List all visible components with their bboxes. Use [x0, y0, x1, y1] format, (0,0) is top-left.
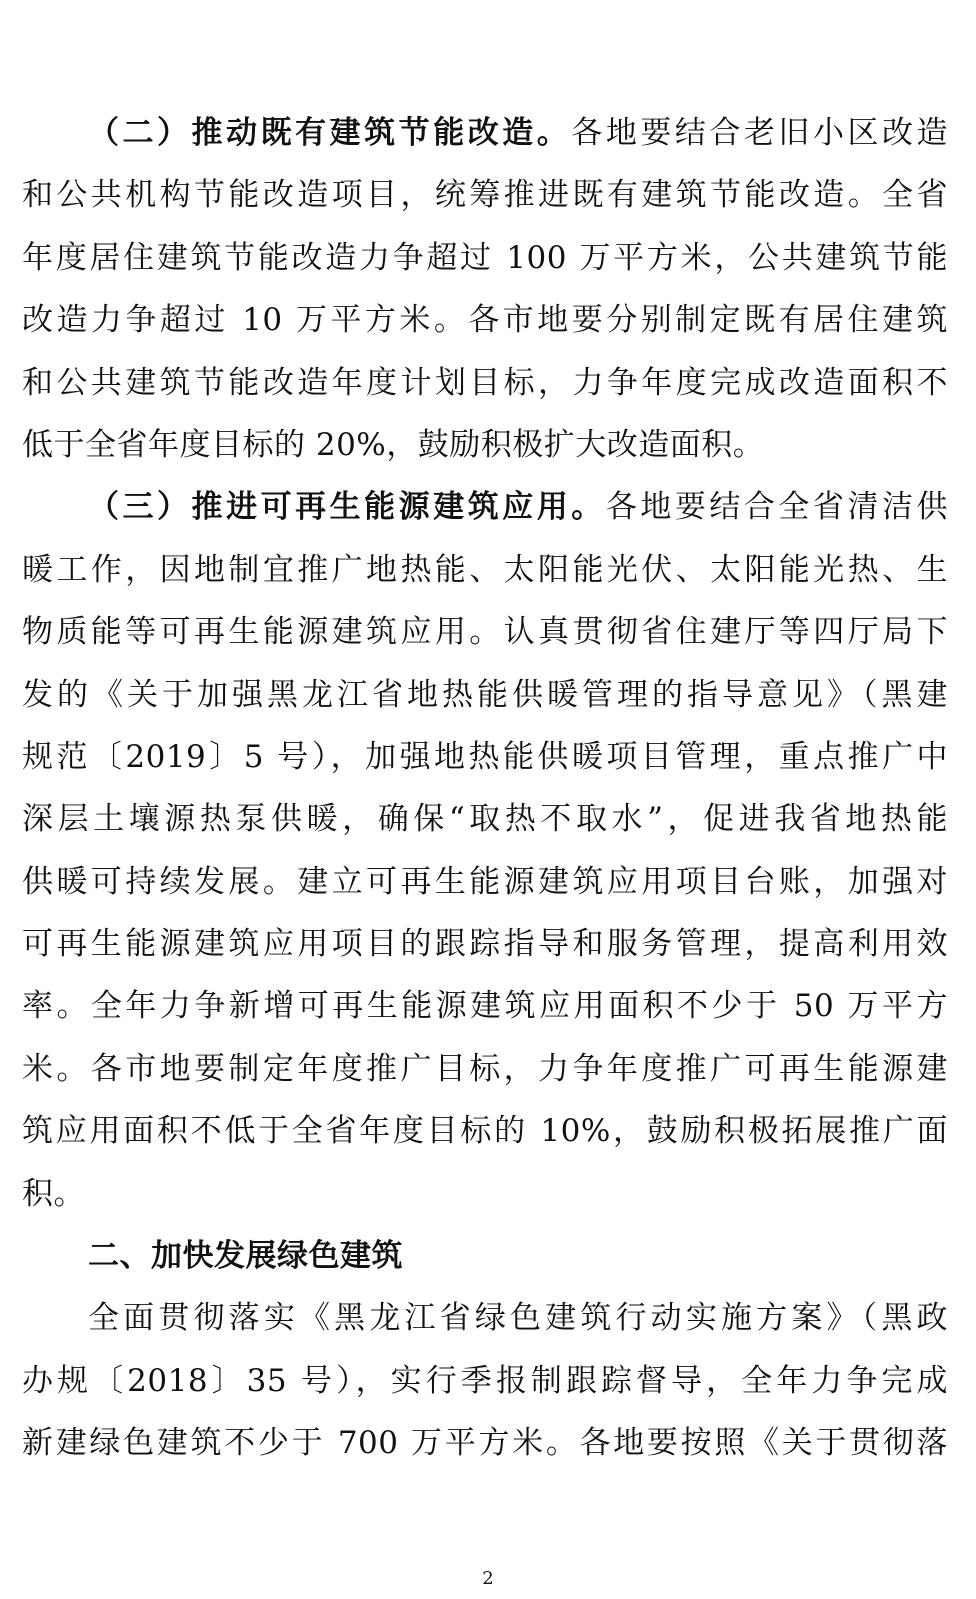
- paragraph-line: 规范〔2019〕5 号），加强地热能供暖项目管理，重点推广中: [22, 738, 948, 775]
- subsection-heading: （二）推动既有建筑节能改造。: [88, 115, 572, 151]
- paragraph-line: 积。: [22, 1175, 85, 1212]
- paragraph-line: 深层土壤源热泵供暖，确保“取热不取水”，促进我省地热能: [22, 801, 948, 838]
- paragraph-line: 和公共机构节能改造项目，统筹推进既有建筑节能改造。全省: [22, 177, 948, 214]
- paragraph-line: 可再生能源建筑应用项目的跟踪指导和服务管理，提高利用效: [22, 926, 948, 963]
- paragraph-line: 物质能等可再生能源建筑应用。认真贯彻省住建厅等四厅局下: [22, 614, 948, 651]
- paragraph-text: 各地要结合全省清洁供: [605, 489, 948, 526]
- paragraph-line: 率。全年力争新增可再生能源建筑应用面积不少于 50 万平方: [22, 988, 948, 1025]
- paragraph-line: 新建绿色建筑不少于 700 万平方米。各地要按照《关于贯彻落: [22, 1425, 948, 1462]
- paragraph-line: 暖工作，因地制宜推广地热能、太阳能光伏、太阳能光热、生: [22, 551, 948, 588]
- page-number: 2: [482, 1568, 494, 1589]
- document-body: [22, 102, 948, 1475]
- paragraph-line: 全面贯彻落实《黑龙江省绿色建筑行动实施方案》（黑政: [88, 1300, 948, 1337]
- paragraph-line: 办规〔2018〕35 号），实行季报制跟踪督导，全年力争完成: [22, 1362, 948, 1399]
- paragraph-line: 和公共建筑节能改造年度计划目标，力争年度完成改造面积不: [22, 364, 948, 401]
- paragraph-line: [22, 102, 948, 164]
- paragraph-line: 供暖可持续发展。建立可再生能源建筑应用项目台账，加强对: [22, 863, 948, 900]
- paragraph-line: 米。各市地要制定年度推广目标，力争年度推广可再生能源建: [22, 1050, 948, 1087]
- paragraph-line: 发的《关于加强黑龙江省地热能供暖管理的指导意见》（黑建: [22, 676, 948, 713]
- section-heading: 二、加快发展绿色建筑: [88, 1238, 403, 1275]
- paragraph-line: 低于全省年度目标的 20%，鼓励积极扩大改造面积。: [22, 426, 765, 463]
- paragraph-line: 改造力争超过 10 万平方米。各市地要分别制定既有居住建筑: [22, 302, 948, 339]
- subsection-heading: （三）推进可再生能源建筑应用。: [88, 489, 606, 526]
- paragraph-text: 各地要结合老旧小区改造: [571, 115, 949, 151]
- paragraph-line: 筑应用面积不低于全省年度目标的 10%，鼓励积极拓展推广面: [22, 1113, 948, 1150]
- paragraph-line: 年度居住建筑节能改造力争超过 100 万平方米，公共建筑节能: [22, 239, 948, 276]
- paragraph-line: [22, 476, 948, 538]
